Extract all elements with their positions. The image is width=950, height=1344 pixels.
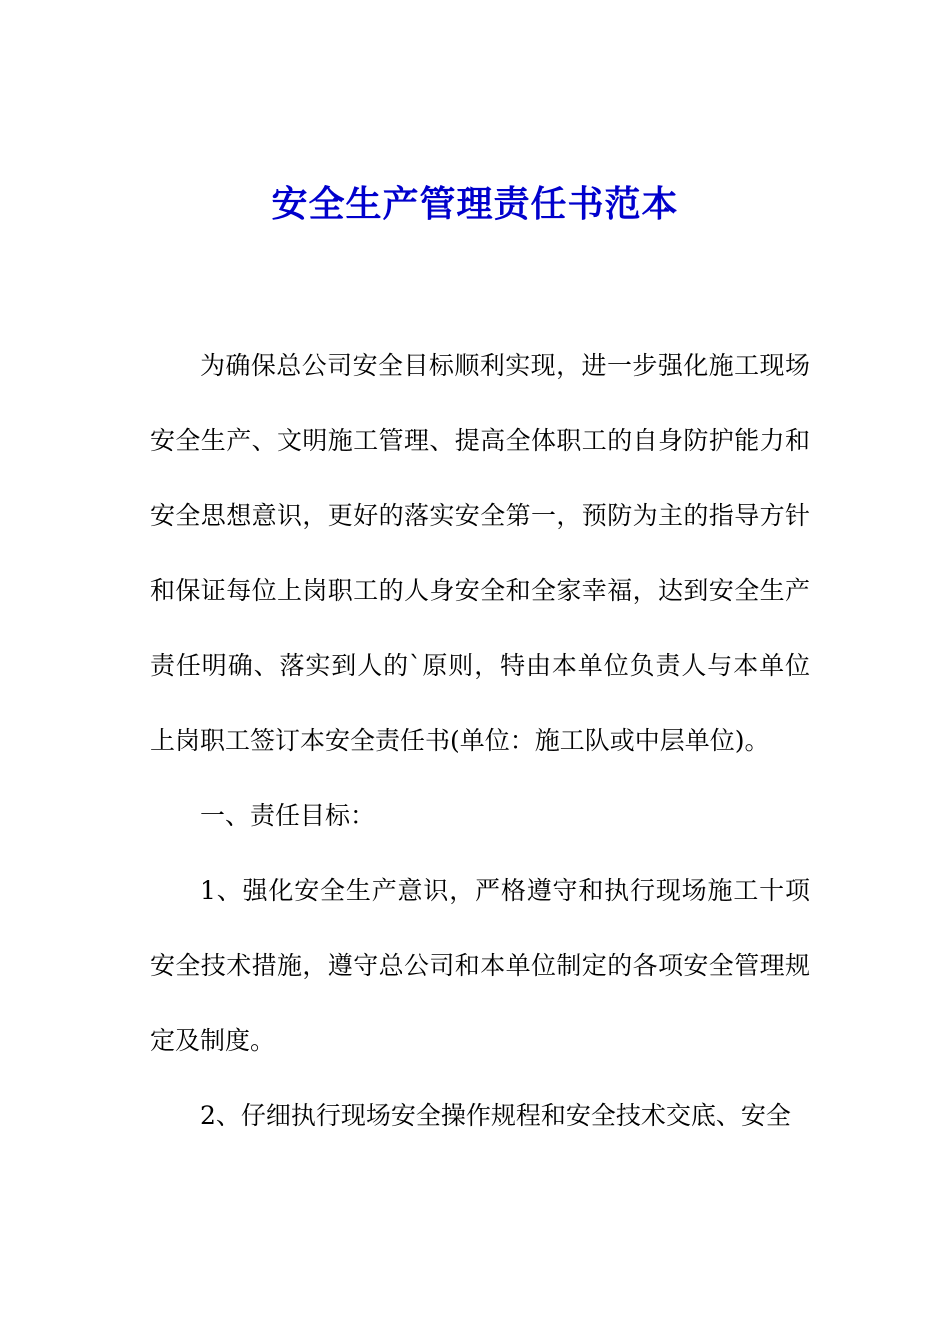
body-paragraph-item-2: 2、仔细执行现场安全操作规程和安全技术交底、安全 xyxy=(200,1101,791,1130)
body-paragraph-item-1: 1、强化安全生产意识，严格遵守和执行现场施工十项安全技术措施，遵守总公司和本单位制定的各项安全管理规定及制度。 xyxy=(150,876,810,1055)
document-body xyxy=(150,328,810,1153)
document-title: 安全生产管理责任书范本 xyxy=(271,183,679,225)
body-paragraph-intro: 为确保总公司安全目标顺利实现，进一步强化施工现场安全生产、文明施工管理、提高全体职工的自身防护能力和安全思想意识，更好的落实安全第一，预防为主的指导方针和保证每位上岗职工的人身安全和全家幸福，达到安全生产责任明确、落实到人的`原则，特由本单位负责人与本单位上岗职工签订本安全责任书(单位：施工队或中层单位)。 xyxy=(150,351,810,755)
section-heading-responsibility-goals: 一、责任目标： xyxy=(200,801,376,830)
